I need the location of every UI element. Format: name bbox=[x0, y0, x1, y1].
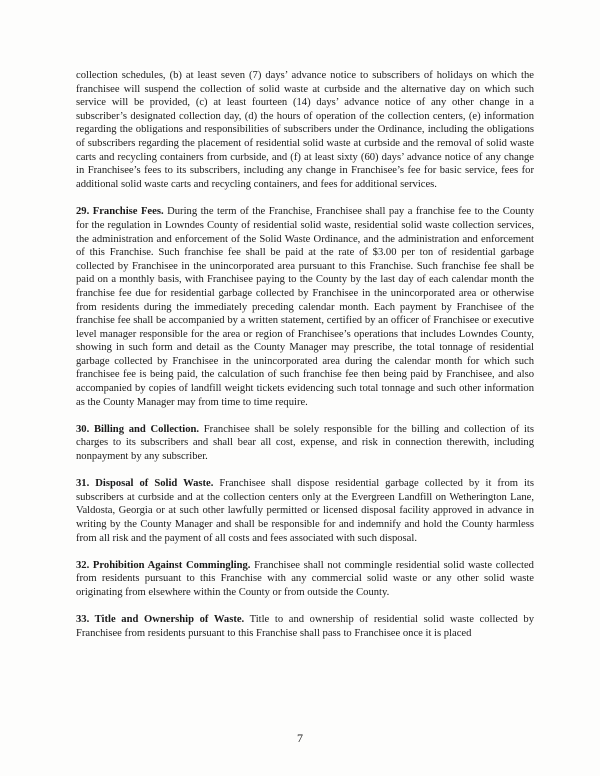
paragraph-text: collection schedules, (b) at least seven (7) days’ advance notice to subscribers of holidays on which the franchisee will suspend the collection of solid waste at curbside and the alternative day on which such service will be provided, (c) at least fourteen (14) days’ advance notice of any other change in a subscriber’s designated collection day, (d) the hours of operation of the collection centers, (e) information regarding the obligations and responsibilities of subscribers under the Ordinance, including the obligations of subscribers regarding the placement of residential solid waste at curbside and the removal of solid waste carts and recycling containers from curbside, and (f) at least sixty (60) days’ advance notice of any change in Franchisee’s fees to its subscribers, including any change in Franchisee’s fee for basic service, fees for additional solid waste carts and recycling containers, and fees for additional services. bbox=[76, 70, 534, 190]
section-29-franchise-fees bbox=[76, 205, 534, 409]
paragraph-text: During the term of the Franchise, Franchisee shall pay a franchise fee to the County for the regulation in Lowndes County of residential solid waste, residential solid waste collection services, the administration and enforcement of the Solid Waste Ordinance, and the administration and enforcement of this Franchise. Such franchise fee shall be paid at the rate of $3.00 per ton of residential garbage collected by Franchisee in the unincorporated area pursuant to this Franchise. Such franchise fee shall be paid on a monthly basis, with Franchisee paying to the County by the last day of each calendar month the franchise fee due for residential garbage collected by Franchisee in the unincorporated area or otherwise from residents during the immediately preceding calendar month. Each payment by Franchisee of the franchise fee shall be accompanied by a written statement, certified by an officer of Franchisee or executive level manager responsible for the area or region of Franchisee’s operations that includes Lowndes County, showing in such form and detail as the County Manager may prescribe, the total tonnage of residential garbage collected by Franchisee in the unincorporated area during the calendar month for which such franchisee fee is being paid, the calculation of such franchise fee then being paid by Franchisee, and also accompanied by copies of landfill weight tickets evidencing such total tonnage and such other information as the County Manager may from time to time require. bbox=[76, 206, 534, 408]
section-33-title-and-ownership-of-waste bbox=[76, 613, 534, 640]
paragraph-text: Title to and ownership of residential solid waste collected by Franchisee from residents pursuant to this Franchise shall pass to Franchisee once it is placed bbox=[76, 614, 535, 639]
section-heading: 32. Prohibition Against Commingling. bbox=[76, 559, 251, 571]
paragraph-text: Franchisee shall be solely responsible for the billing and collection of its charges to its subscribers and shall bear all cost, expense, and risk in connection therewith, including nonpayment by any subscriber. bbox=[76, 423, 535, 463]
paragraph-text: Franchisee shall dispose residential garbage collected by it from its subscribers at curbside and at the collection centers only at the Evergreen Landfill on Wetherington Lane, Valdosta, Georgia or at such other lawfully permitted or licensed disposal facility approved in advance in writing by the County Manager and shall be responsible for and indemnify and hold the County harmless from all risk and the payment of all costs and fees associated with such disposal. bbox=[76, 478, 534, 544]
section-32-prohibition-against-commingling bbox=[76, 559, 534, 600]
page-number: 7 bbox=[297, 731, 303, 745]
paragraph-text: Franchisee shall not commingle residential solid waste collected from residents pursuant to this Franchise with any commercial solid waste or any other solid waste originating from elsewhere within the County or from outside the County. bbox=[76, 559, 534, 598]
body-text bbox=[76, 69, 534, 654]
section-30-billing-and-collection bbox=[76, 423, 534, 464]
section-heading: 29. Franchise Fees. bbox=[76, 206, 164, 218]
section-heading: 31. Disposal of Solid Waste. bbox=[76, 478, 214, 490]
paragraph-continuation bbox=[76, 69, 534, 191]
section-heading: 33. Title and Ownership of Waste. bbox=[76, 614, 245, 626]
section-heading: 30. Billing and Collection. bbox=[76, 423, 200, 435]
section-31-disposal-of-solid-waste bbox=[76, 477, 534, 545]
